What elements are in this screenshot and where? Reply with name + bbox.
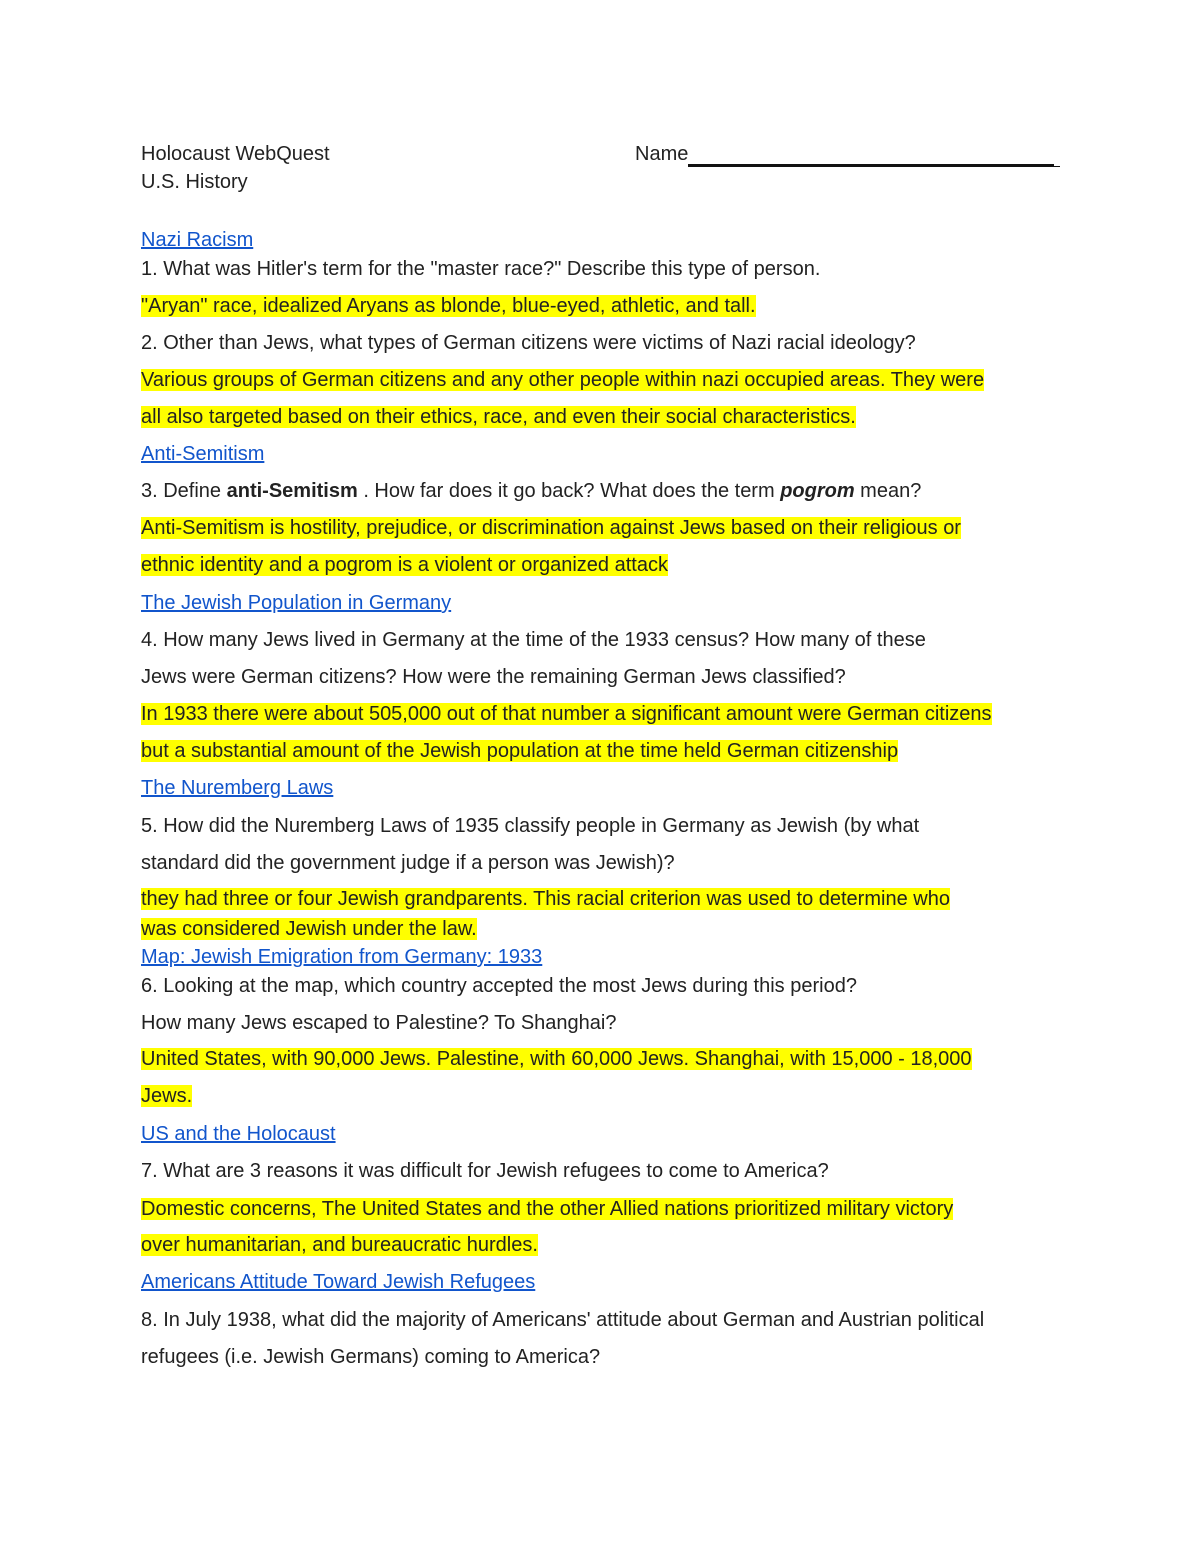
question-4-line-1: 4. How many Jews lived in Germany at the time of the 1933 census? How many of these xyxy=(141,629,926,651)
question-4-line-2: Jews were German citizens? How were the remaining German Jews classified? xyxy=(141,666,846,688)
answer-3-line-2: ethnic identity and a pogrom is a violent or organized attack xyxy=(141,554,668,576)
question-5-line-1: 5. How did the Nuremberg Laws of 1935 classify people in Germany as Jewish (by what xyxy=(141,815,920,837)
question-3-part-1: 3. Define xyxy=(141,480,227,502)
question-3-part-2: . How far does it go back? What does the term xyxy=(357,480,781,502)
term-anti-semitism: anti-Semitism xyxy=(226,480,358,502)
answer-7-line-1: Domestic concerns, The United States and the other Allied nations prioritized military victory xyxy=(141,1198,954,1220)
question-1: 1. What was Hitler's term for the "master race?" Describe this type of person. xyxy=(141,258,821,280)
answer-3-line-1: Anti-Semitism is hostility, prejudice, or discrimination against Jews based on their religious or xyxy=(141,517,961,539)
question-7: 7. What are 3 reasons it was difficult for Jewish refugees to come to America? xyxy=(141,1160,829,1182)
link-jewish-population[interactable]: The Jewish Population in Germany xyxy=(141,592,452,614)
question-3 xyxy=(141,478,921,504)
name-field xyxy=(635,141,1060,167)
course-label: U.S. History xyxy=(141,171,248,193)
name-label: Name xyxy=(635,143,689,165)
answer-6-line-1: United States, with 90,000 Jews. Palestine, with 60,000 Jews. Shanghai, with 15,000 - 18,000 xyxy=(141,1048,972,1070)
link-nuremberg-laws[interactable]: The Nuremberg Laws xyxy=(141,777,334,799)
link-americans-attitude[interactable]: Americans Attitude Toward Jewish Refugees xyxy=(141,1271,536,1293)
document-title: Holocaust WebQuest xyxy=(141,143,330,165)
name-blank-tail xyxy=(1054,145,1060,167)
link-nazi-racism[interactable]: Nazi Racism xyxy=(141,229,254,251)
answer-6-line-2: Jews. xyxy=(141,1085,193,1107)
answer-1-line-1: "Aryan" race, idealized Aryans as blonde, blue-eyed, athletic, and tall. xyxy=(141,295,756,317)
question-3-part-3: mean? xyxy=(854,480,922,502)
answer-2-line-1: Various groups of German citizens and any other people within nazi occupied areas. They were xyxy=(141,369,985,391)
question-2: 2. Other than Jews, what types of German citizens were victims of Nazi racial ideology? xyxy=(141,332,916,354)
question-8-line-1: 8. In July 1938, what did the majority of Americans' attitude about German and Austrian political xyxy=(141,1309,985,1331)
question-6-line-2: How many Jews escaped to Palestine? To Shanghai? xyxy=(141,1012,617,1034)
link-us-and-holocaust[interactable]: US and the Holocaust xyxy=(141,1123,336,1145)
link-emigration-map[interactable]: Map: Jewish Emigration from Germany: 1933 xyxy=(141,946,543,968)
question-5-line-2: standard did the government judge if a person was Jewish)? xyxy=(141,852,675,874)
answer-5-line-1: they had three or four Jewish grandparents. This racial criterion was used to determine who xyxy=(141,888,950,910)
name-blank-line xyxy=(688,142,1054,167)
answer-5-line-2: was considered Jewish under the law. xyxy=(141,918,477,940)
question-6-line-1: 6. Looking at the map, which country accepted the most Jews during this period? xyxy=(141,975,857,997)
answer-4-line-1: In 1933 there were about 505,000 out of that number a significant amount were German citizens xyxy=(141,703,992,725)
answer-4-line-2: but a substantial amount of the Jewish population at the time held German citizenship xyxy=(141,740,899,762)
term-pogrom: pogrom xyxy=(780,480,855,502)
answer-7-line-2: over humanitarian, and bureaucratic hurdles. xyxy=(141,1234,538,1256)
answer-2-line-2: all also targeted based on their ethics, race, and even their social characteristics. xyxy=(141,406,856,428)
link-anti-semitism[interactable]: Anti-Semitism xyxy=(141,443,265,465)
question-8-line-2: refugees (i.e. Jewish Germans) coming to America? xyxy=(141,1346,601,1368)
